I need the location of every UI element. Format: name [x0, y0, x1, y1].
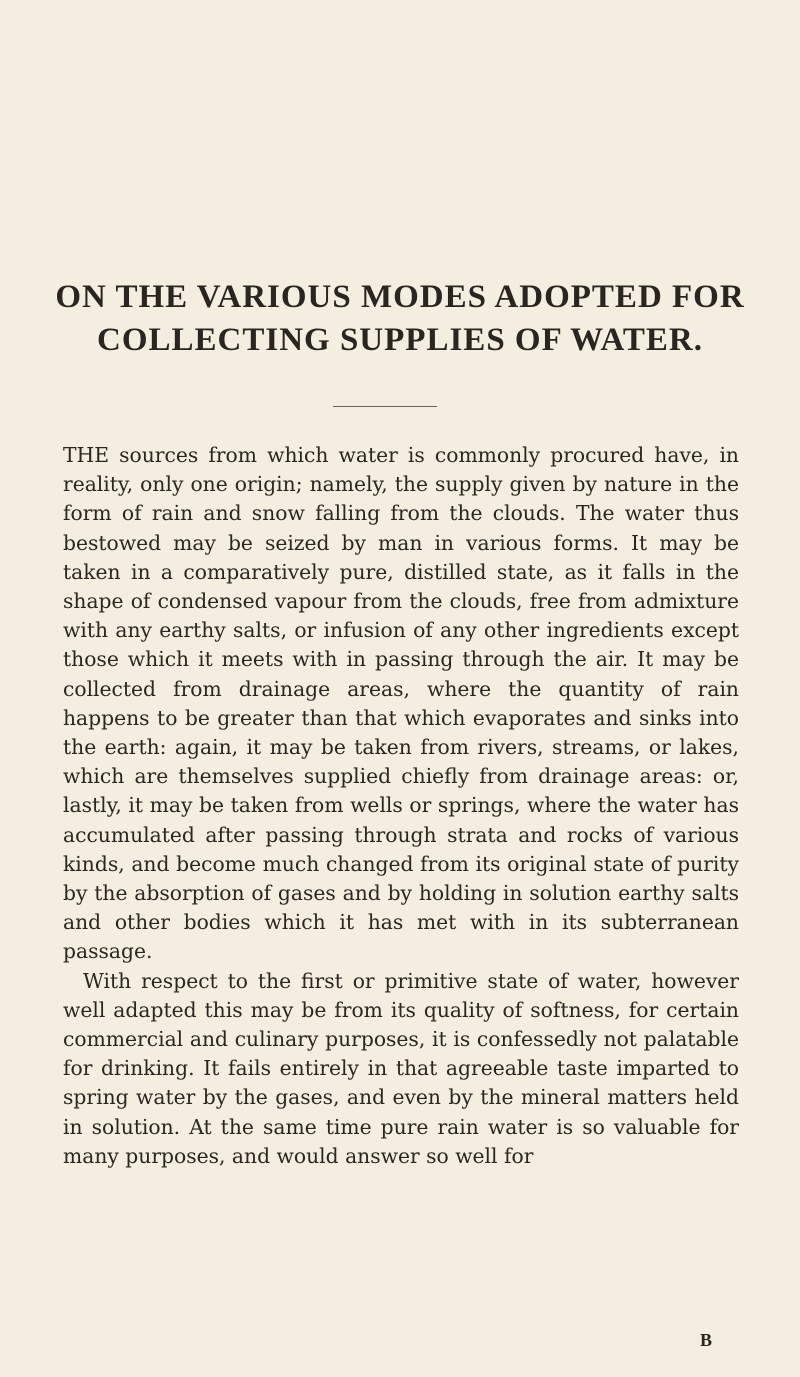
chapter-title-line-1: ON THE VARIOUS MODES ADOPTED FOR: [55, 279, 745, 315]
signature-mark: B: [700, 1330, 713, 1350]
paragraph-2: With respect to the first or primitive state of water, however well adapted this may be from its quality of softness, for certain commercial and culinary purposes, it is confessedly not palatable for drinking. It fails entirely in that agreeable taste imparted to spring water by the gases, and even by the mineral matters held in solution. At the same time pure rain water is so valuable for many purposes, and would answer so well for: [63, 968, 739, 1168]
paragraph-1: THE sources from which water is commonly procured have, in reality, only one origin; namely, the supply given by nature in the form of rain and snow falling from the clouds. The water thus bestowed may be seized by man in various forms. It may be taken in a comparatively pure, distilled state, as it falls in the shape of condensed vapour from the clouds, free from admixture with any earthy salts, or infusion of any other ingredients except those which it meets with in passing through the air. It may be collected from drainage areas, where the quantity of rain happens to be greater than that which evaporates and sinks into the earth: again, it may be taken from rivers, streams, or lakes, which are themselves supplied chiefly from drainage areas: or, lastly, it may be taken from wells or springs, where the water has accumulated after passing through strata and rocks of various kinds, and become much changed from its original state of purity by the absorption of gases and by holding in solution earthy salts and other bodies which it has met with in its subterranean passage.: [63, 443, 739, 964]
title-divider: [333, 406, 437, 407]
body-text: [63, 441, 739, 1171]
chapter-title-line-2: COLLECTING SUPPLIES OF WATER.: [96, 322, 704, 358]
